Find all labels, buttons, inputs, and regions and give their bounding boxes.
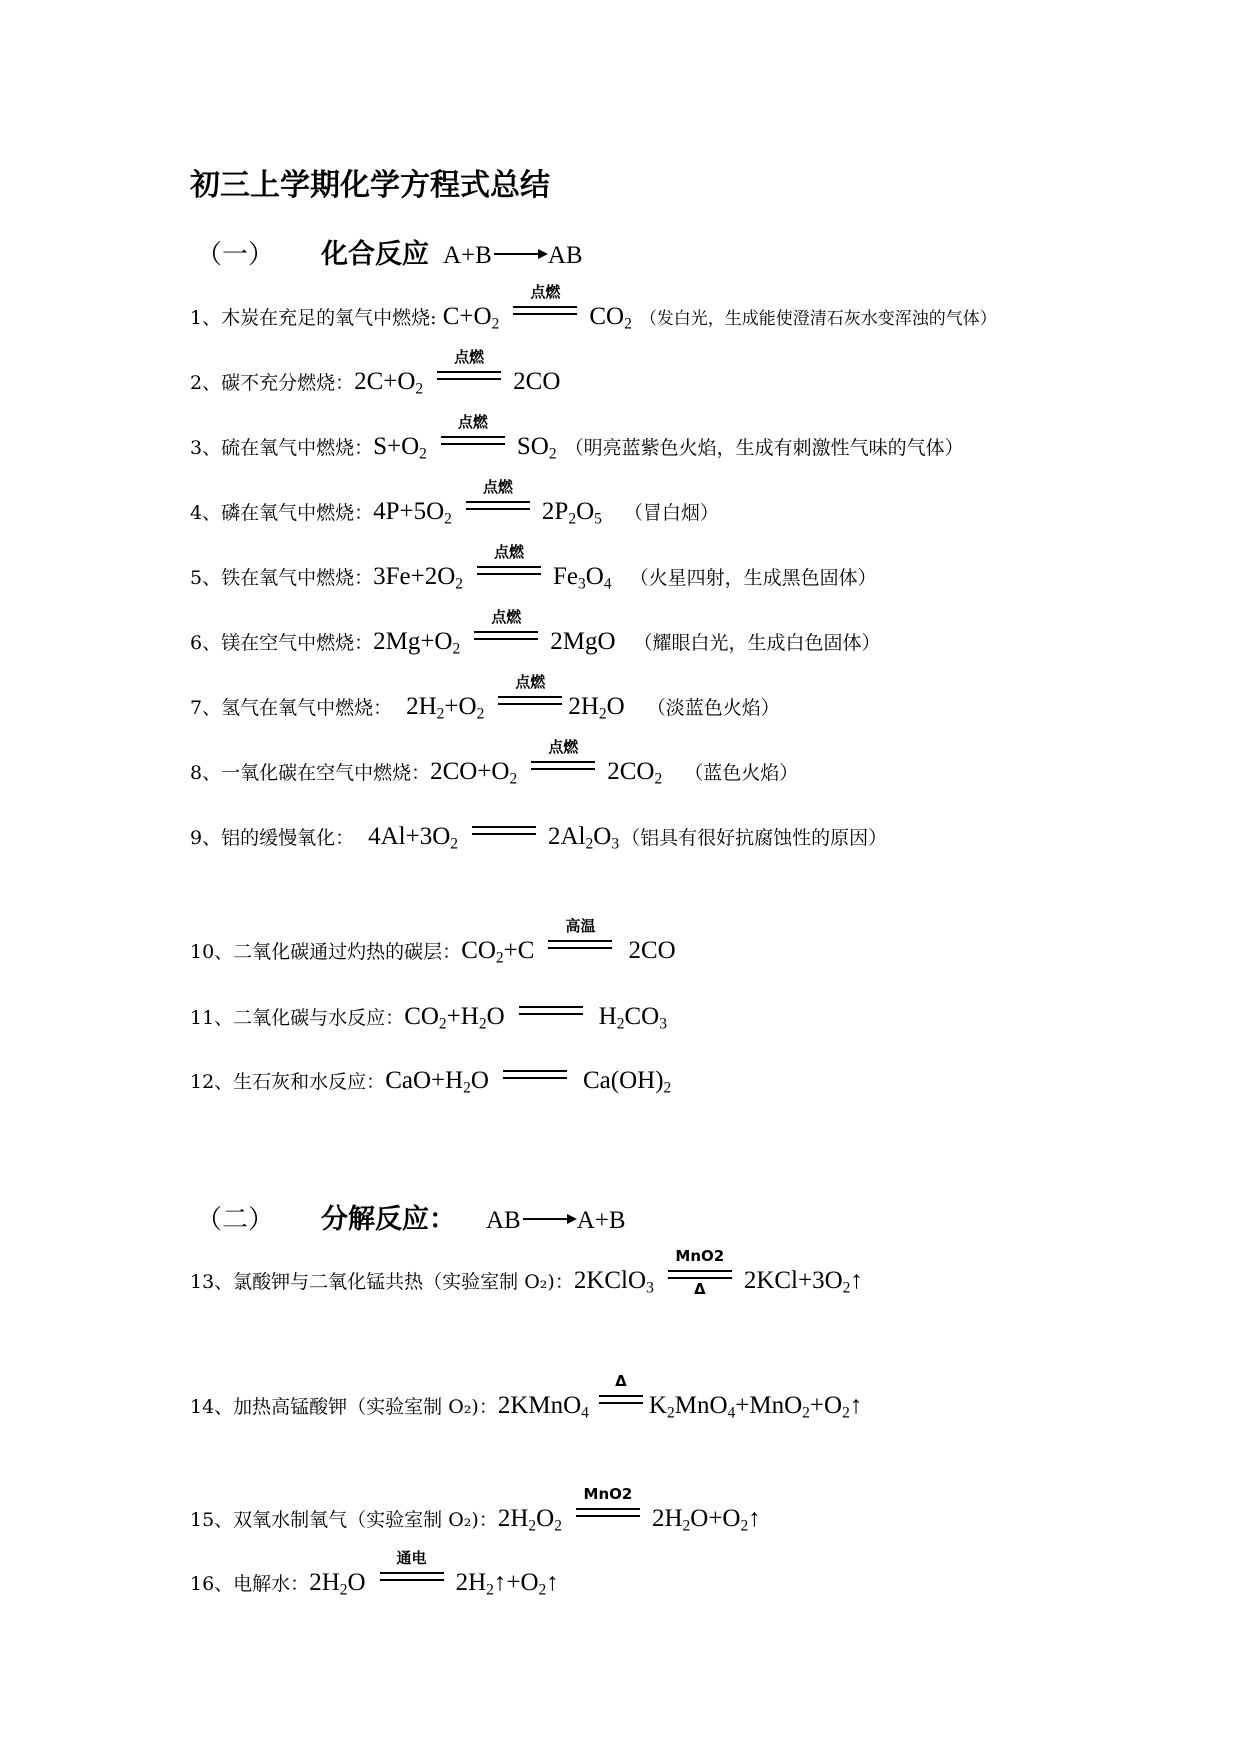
equation-row xyxy=(190,917,676,967)
equation-row xyxy=(190,1549,559,1599)
equation-row xyxy=(190,543,877,593)
equation-label: 11、二氧化碳与水反应： xyxy=(190,1007,405,1029)
equation-row xyxy=(190,478,719,528)
section-number: （二） xyxy=(196,1205,275,1235)
equation-products: $2CO_2$ xyxy=(607,758,663,788)
equation-reactants: $CO_2+C$ xyxy=(461,937,535,967)
equation-row xyxy=(190,998,667,1031)
equation-label: 10、二氧化碳通过灼热的碳层： xyxy=(190,941,462,963)
equation-row xyxy=(190,413,964,463)
equals-condition-sign: 点燃 xyxy=(513,298,577,324)
equation-note: （铝具有很好抗腐蚀性的原因） xyxy=(621,827,888,849)
equation-reactants: $2H_2O_2$ xyxy=(497,1505,562,1535)
equation-row xyxy=(190,673,780,723)
equals-sign xyxy=(503,1062,567,1088)
equals-condition-sign: 点燃 xyxy=(466,493,530,519)
equation-reactants: $2CO+O_2$ xyxy=(430,758,518,788)
equation-products: $Fe_3O_4$ xyxy=(553,563,612,593)
equation-row xyxy=(190,1372,863,1422)
equation-label: 14、加热高锰酸钾（实验室制 O₂)： xyxy=(190,1396,498,1418)
equation-reactants: 2KMnO$_4$ xyxy=(497,1392,589,1422)
general-equation: A+B AB xyxy=(443,242,583,269)
equation-products: 2CO xyxy=(628,937,676,964)
equation-label: 7、氢气在氧气中燃烧： xyxy=(190,697,393,719)
equation-reactants: $2Mg+O_2$ xyxy=(373,628,461,658)
equation-reactants: $2H_2+O_2$ xyxy=(406,693,485,723)
equals-condition-sign: 点燃 xyxy=(477,558,541,584)
arrow-icon xyxy=(523,1218,575,1220)
equation-products: $SO_2$ xyxy=(516,433,557,463)
equation-products: $K_2MnO_4+MnO_2+O_2↑$ xyxy=(648,1392,863,1422)
section-heading-combination xyxy=(196,232,583,271)
arrow-icon xyxy=(494,253,546,255)
equation-products: $2H_2↑+O_2↑$ xyxy=(455,1569,559,1599)
equation-row xyxy=(190,818,887,851)
equation-note: （淡蓝色火焰） xyxy=(646,697,780,719)
equation-row xyxy=(190,1062,671,1095)
equation-label: 16、电解水： xyxy=(190,1573,310,1595)
equation-reactants: $CO_2+H_2O$ xyxy=(404,1003,505,1033)
equation-products: 2MgO xyxy=(550,628,616,655)
equation-label: 15、双氧水制氧气（实验室制 O₂)： xyxy=(190,1509,498,1531)
equation-reactants: $4Al+3O_2$ xyxy=(368,823,458,853)
equation-row xyxy=(190,738,799,788)
equation-products: 2CO xyxy=(513,368,561,395)
equation-row xyxy=(190,348,561,398)
section-heading-decomposition xyxy=(196,1197,626,1236)
equation-products: $2Al_2O_3$ xyxy=(548,823,620,853)
equation-products: $2H_2O+O_2↑$ xyxy=(651,1505,761,1535)
equation-note: （明亮蓝紫色火焰，生成有刺激性气味的气体） xyxy=(564,437,964,459)
section-name: 分解反应： xyxy=(321,1204,456,1235)
equation-label: 5、铁在氧气中燃烧： xyxy=(190,567,374,589)
equation-reactants: $2H_2O$ xyxy=(309,1569,366,1599)
equation-note: （火星四射，生成黑色固体） xyxy=(629,567,877,589)
equation-row xyxy=(190,1247,863,1298)
equals-condition-sign: 点燃 xyxy=(531,753,595,779)
equation-products: $2KCl+3O_2↑$ xyxy=(743,1267,863,1297)
equation-label: 8、一氧化碳在空气中燃烧： xyxy=(190,762,431,784)
equation-products: $2P_2O_5$ xyxy=(541,498,602,528)
equals-condition-sign: Δ xyxy=(599,1387,643,1413)
equation-reactants: 2KClO$_3$ xyxy=(573,1267,654,1297)
equation-reactants: $3Fe+2O_2$ xyxy=(373,563,463,593)
equation-products: $CO_2$ xyxy=(589,303,632,333)
equals-condition-sign: MnO2 Δ xyxy=(668,1262,732,1288)
equals-condition-sign: 点燃 xyxy=(474,623,538,649)
equals-condition-sign: 点燃 xyxy=(437,363,501,389)
equation-label: 9、铝的缓慢氧化： xyxy=(190,827,355,849)
equals-condition-sign: 点燃 xyxy=(441,428,505,454)
equation-reactants: $S+O_2$ xyxy=(373,433,427,463)
equation-label: 4、磷在氧气中燃烧： xyxy=(190,502,374,524)
equation-row xyxy=(190,608,881,658)
equation-label: 1、木炭在充足的氧气中燃烧: xyxy=(190,307,437,329)
equals-condition-sign: 点燃 xyxy=(498,688,562,714)
equation-label: 3、硫在氧气中燃烧： xyxy=(190,437,374,459)
equation-reactants: $4P+5O_2$ xyxy=(373,498,452,528)
equation-products: $2H_2O$ xyxy=(568,693,625,723)
section-number: （一） xyxy=(196,240,275,270)
equation-label: 2、碳不充分燃烧： xyxy=(190,372,355,394)
equation-reactants: $2C+O_2$ xyxy=(354,368,424,398)
equation-note: （蓝色火焰） xyxy=(684,762,799,784)
equals-condition-sign: MnO2 xyxy=(576,1500,640,1526)
equation-label: 12、生石灰和水反应： xyxy=(190,1071,386,1093)
equation-products: $Ca(OH)_2$ xyxy=(582,1067,672,1097)
page-title: 初三上学期化学方程式总结 xyxy=(190,168,550,203)
equation-reactants: $C+O_2$ xyxy=(436,303,500,333)
equation-note: （冒白烟） xyxy=(623,502,719,524)
equation-products: $H_2CO_3$ xyxy=(598,1003,667,1033)
equation-note: （发白光，生成能使澄清石灰水变浑浊的气体） xyxy=(639,309,997,329)
equals-condition-sign: 通电 xyxy=(380,1564,444,1590)
equals-sign xyxy=(519,998,583,1024)
equals-condition-sign: 高温 xyxy=(548,932,612,958)
equation-row xyxy=(190,1485,761,1535)
equation-note: （耀眼白光，生成白色固体） xyxy=(633,632,881,654)
equals-sign xyxy=(472,818,536,844)
equation-label: 6、镁在空气中燃烧： xyxy=(190,632,374,654)
general-equation: AB A+B xyxy=(486,1207,626,1234)
equation-reactants: $CaO+H_2O$ xyxy=(385,1067,489,1097)
equation-label: 13、氯酸钾与二氧化锰共热（实验室制 O₂)： xyxy=(190,1271,574,1293)
section-name: 化合反应 xyxy=(321,239,429,270)
equation-row xyxy=(190,283,997,333)
